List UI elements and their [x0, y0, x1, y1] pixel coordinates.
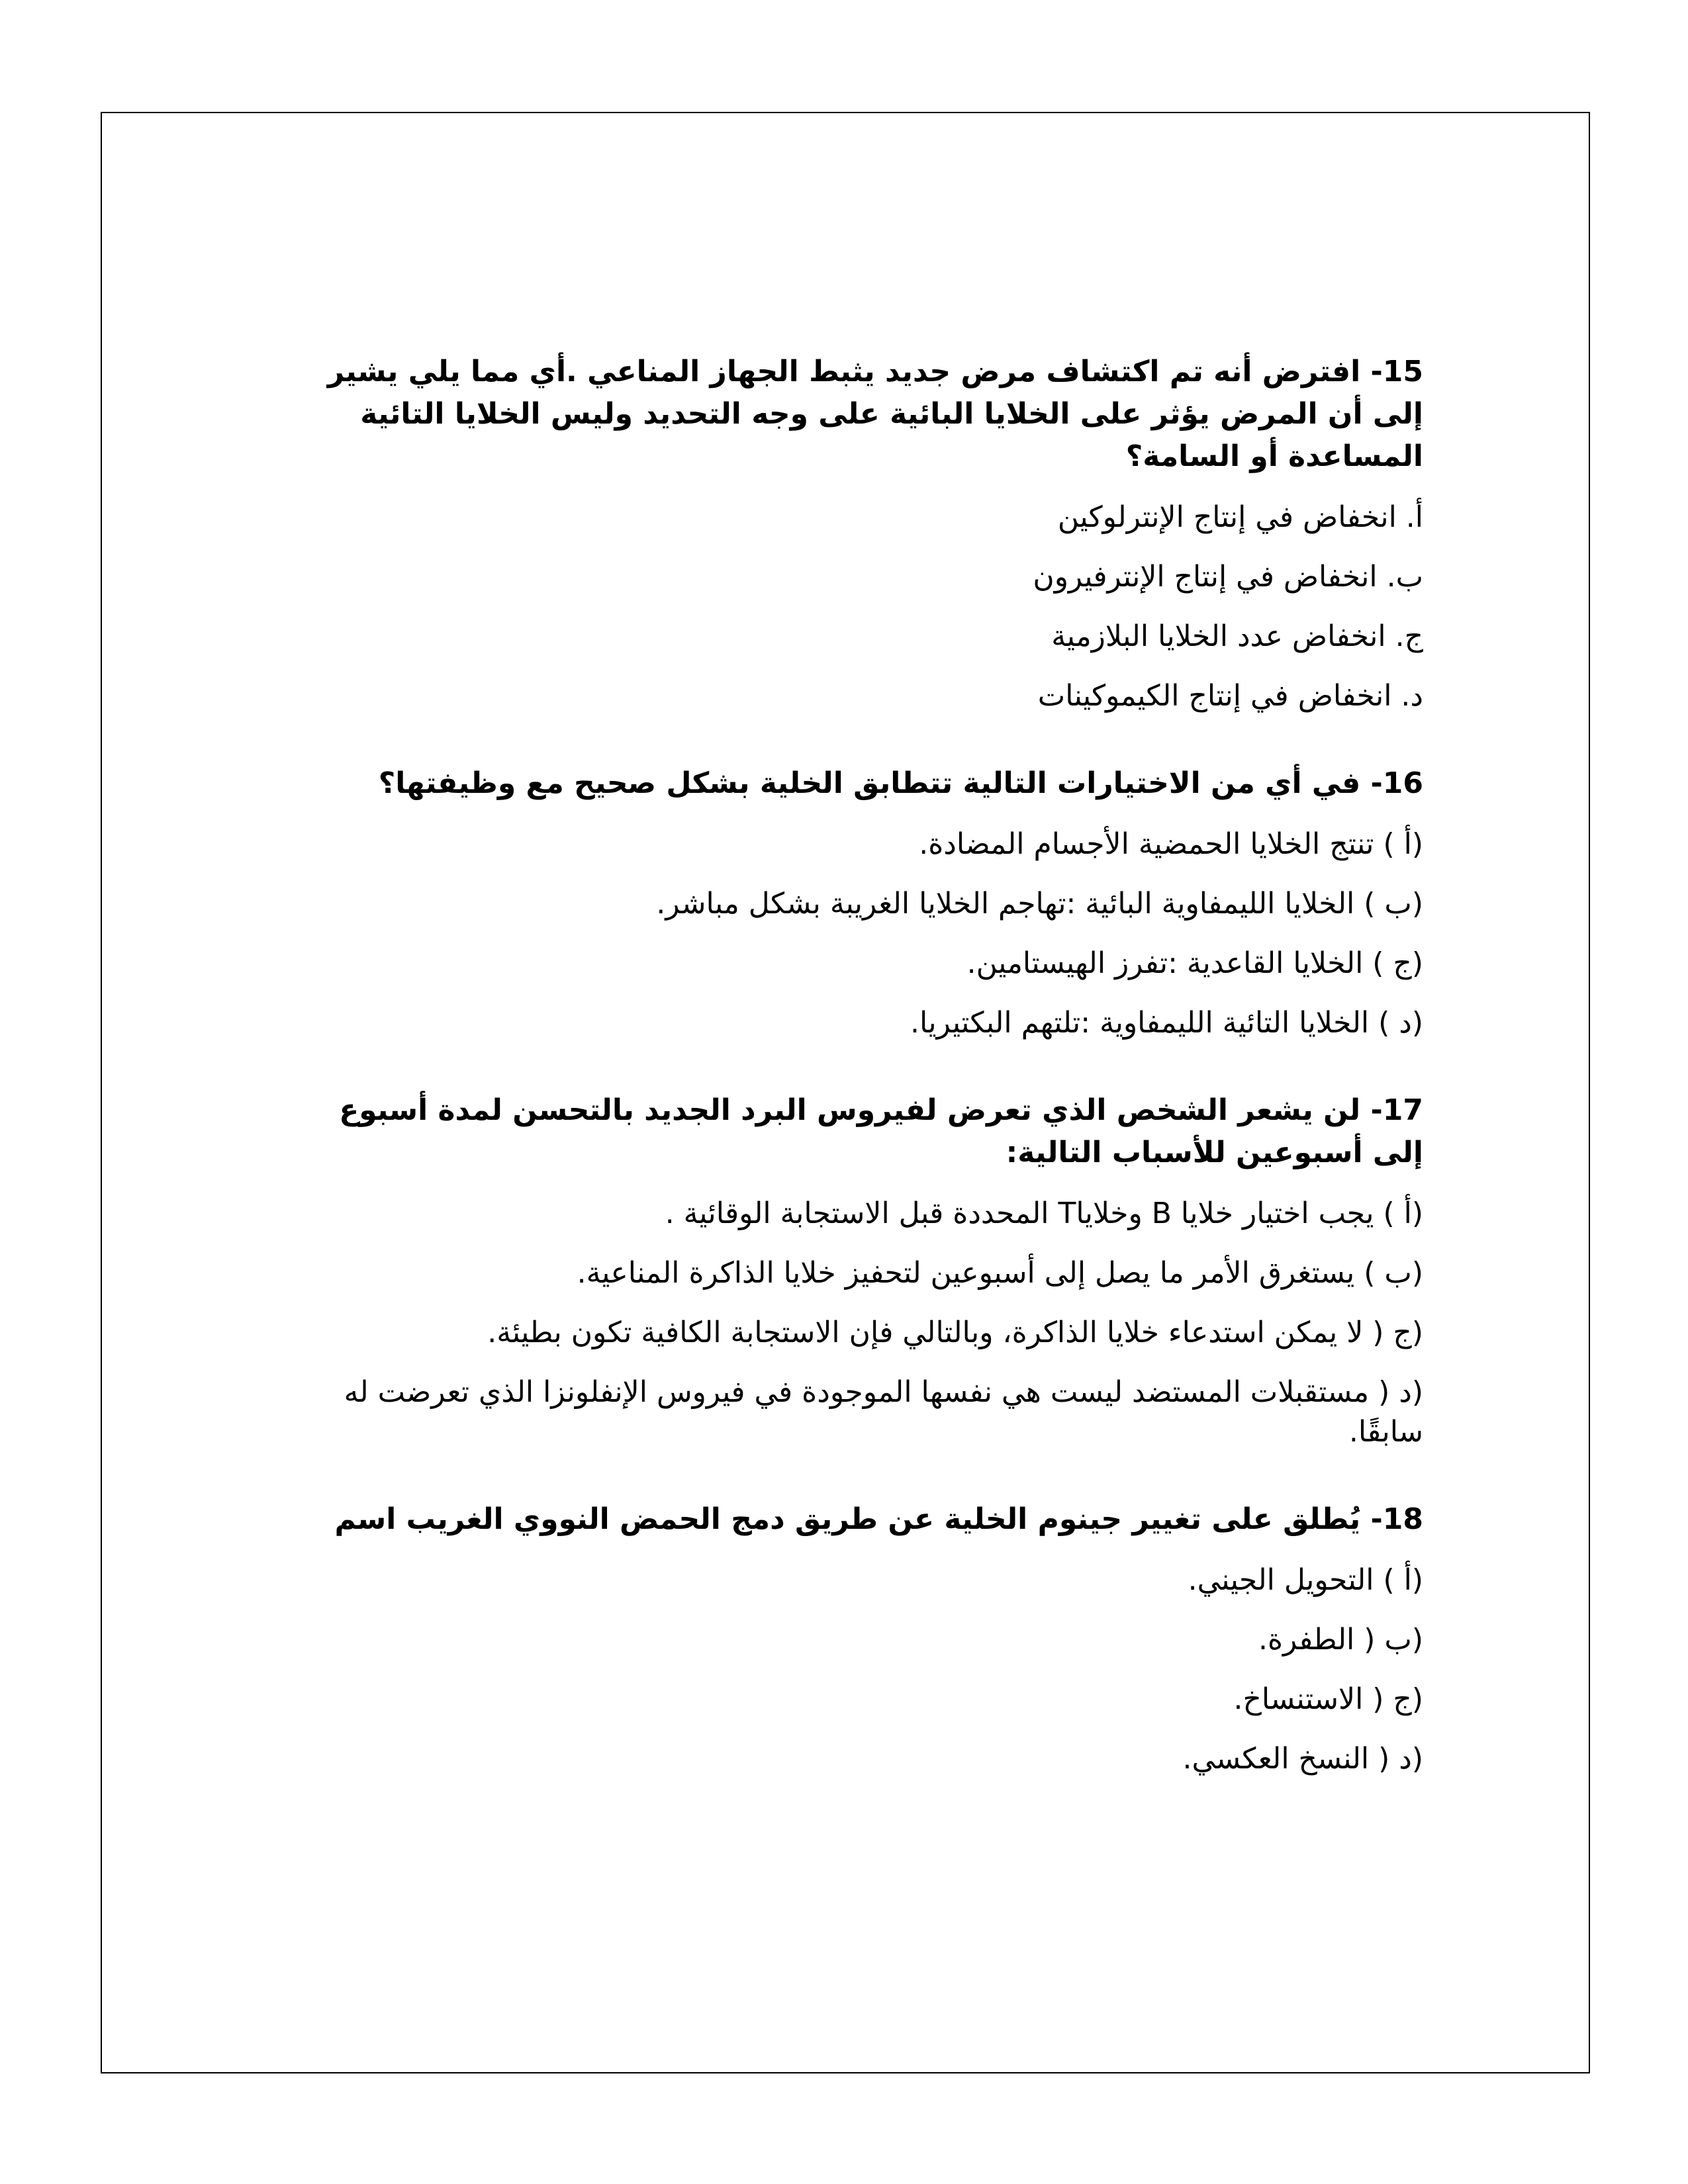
- option-18d: (د ( النسخ العكسي.: [1182, 1742, 1423, 1776]
- option-16d: (د ) الخلايا التائية الليمفاوية :تلتهم البكتيريا.: [910, 1006, 1423, 1040]
- question-list: [285, 351, 1423, 1825]
- question-15: 15- افترض أنه تم اكتشاف مرض جديد يثبط الجهاز المناعي .أي مما يلي يشير إلى أن المرض يؤثر على الخلايا البائية على وجه التحديد وليس الخلايا التائية المساعدة أو السامة؟: [327, 355, 1423, 473]
- question-block-18: [285, 1498, 1423, 1779]
- question-18: 18- يُطلق على تغيير جينوم الخلية عن طريق دمج الحمض النووي الغريب اسم: [334, 1502, 1423, 1536]
- option-17d: (د ( مستقبلات المستضد ليست هي نفسها الموجودة في فيروس الإنفلونزا الذي تعرضت له سابقًا.: [344, 1375, 1423, 1449]
- option-15d: د. انخفاض في إنتاج الكيموكينات: [1037, 679, 1423, 713]
- option-15c: ج. انخفاض عدد الخلايا البلازمية: [1051, 619, 1423, 653]
- option-18c: (ج ( الاستنساخ.: [1233, 1682, 1423, 1716]
- option-16c: (ج ) الخلايا القاعدية :تفرز الهيستامين.: [966, 946, 1423, 980]
- option-15a: أ. انخفاض في إنتاج الإنترلوكين: [1057, 500, 1423, 534]
- option-16a: (أ ) تنتج الخلايا الحمضية الأجسام المضادة.: [919, 827, 1423, 861]
- option-18a: (أ ) التحويل الجيني.: [1188, 1563, 1423, 1597]
- question-block-15: [285, 351, 1423, 716]
- option-17c: (ج ( لا يمكن استدعاء خلايا الذاكرة، وبالتالي فإن الاستجابة الكافية تكون بطيئة.: [487, 1316, 1423, 1349]
- option-17b: (ب ) يستغرق الأمر ما يصل إلى أسبوعين لتحفيز خلايا الذاكرة المناعية.: [577, 1256, 1423, 1290]
- question-block-17: [285, 1089, 1423, 1452]
- question-16: 16- في أي من الاختيارات التالية تتطابق الخلية بشكل صحيح مع وظيفتها؟: [378, 766, 1423, 800]
- option-18b: (ب ( الطفرة.: [1258, 1623, 1423, 1657]
- question-17: 17- لن يشعر الشخص الذي تعرض لفيروس البرد الجديد بالتحسن لمدة أسبوع إلى أسبوعين للأسباب التالية:: [339, 1093, 1423, 1169]
- option-16b: (ب ) الخلايا الليمفاوية البائية :تهاجم الخلايا الغريبة بشكل مباشر.: [656, 887, 1423, 921]
- option-15b: ب. انخفاض في إنتاج الإنترفيرون: [1033, 560, 1423, 594]
- option-17a: (أ ) يجب اختيار خلايا B وخلاياT المحددة قبل الاستجابة الوقائية .: [665, 1197, 1423, 1230]
- question-block-16: [285, 762, 1423, 1043]
